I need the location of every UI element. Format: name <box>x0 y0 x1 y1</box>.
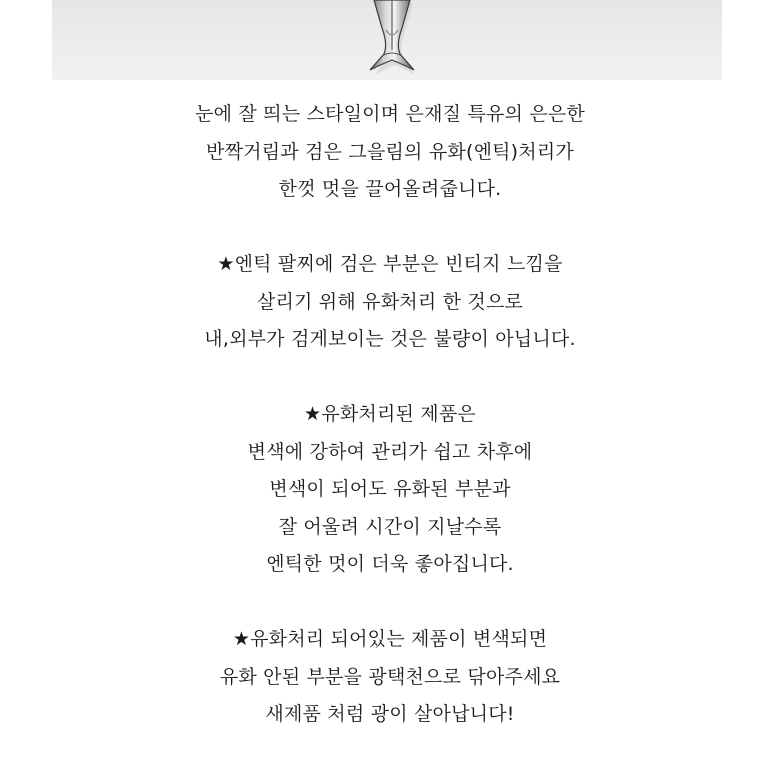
description-line: 새제품 처럼 광이 살아납니다! <box>265 703 515 725</box>
description-line: 눈에 잘 띄는 스타일이며 은재질 특유의 은은한 <box>195 103 585 125</box>
description-line: 반짝거림과 검은 그을림의 유화(엔틱)처리가 <box>206 140 574 163</box>
paragraph-gap <box>0 584 780 622</box>
product-description <box>0 96 780 734</box>
description-line: 엔틱한 멋이 더욱 좋아집니다. <box>266 553 514 575</box>
description-line: ★엔틱 팔찌에 검은 부분은 빈티지 느낌을 <box>217 253 563 275</box>
description-line: 변색에 강하여 관리가 쉽고 차후에 <box>247 440 533 463</box>
paragraph-gap <box>0 209 780 247</box>
product-photo <box>52 0 722 80</box>
description-line: ★유화처리 되어있는 제품이 변색되면 <box>232 628 548 650</box>
cross-pendant-icon <box>52 0 722 80</box>
description-line: 변색이 되어도 유화된 부분과 <box>269 478 511 500</box>
paragraph-gap <box>0 359 780 397</box>
description-line: ★유화처리된 제품은 <box>304 403 476 425</box>
description-line: 살리기 위해 유화처리 한 것으로 <box>256 290 524 313</box>
description-line: 잘 어울려 시간이 지날수록 <box>278 515 502 538</box>
description-line: 내,외부가 검게보이는 것은 불량이 아닙니다. <box>204 328 576 350</box>
description-line: 유화 안된 부분을 광택천으로 닦아주세요 <box>219 665 561 688</box>
description-line: 한껏 멋을 끌어올려줍니다. <box>278 178 502 200</box>
